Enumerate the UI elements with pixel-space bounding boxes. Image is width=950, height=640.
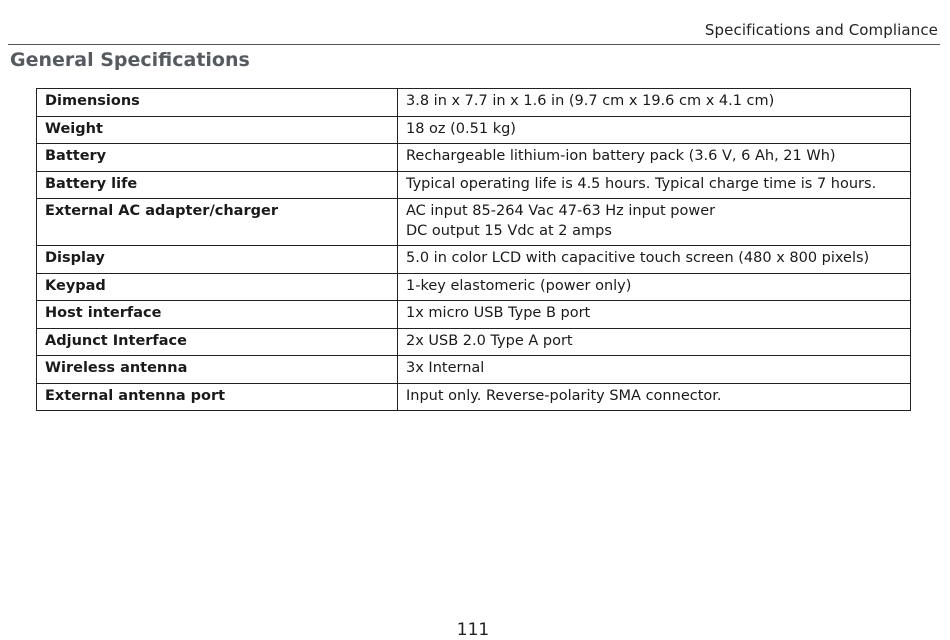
spec-value-line: 3.8 in x 7.7 in x 1.6 in (9.7 cm x 19.6 cm x 4.1 cm) — [406, 93, 775, 109]
table-row — [37, 199, 911, 246]
table-row — [37, 273, 911, 301]
spec-label: Battery life — [37, 171, 398, 199]
spec-label: Dimensions — [37, 89, 398, 117]
spec-label: Keypad — [37, 273, 398, 301]
spec-label: Battery — [37, 144, 398, 172]
spec-label: Weight — [37, 116, 398, 144]
spec-value-line: DC output 15 Vdc at 2 amps — [406, 222, 612, 239]
table-row — [37, 328, 911, 356]
spec-value-line: Rechargeable lithium-ion battery pack (3.6 V, 6 Ah, 21 Wh) — [406, 148, 836, 164]
spec-value — [398, 301, 911, 329]
table-row — [37, 383, 911, 411]
spec-value — [398, 383, 911, 411]
section-title: General Specifications — [10, 49, 250, 71]
spec-value-line: Typical operating life is 4.5 hours. Typical charge time is 7 hours. — [406, 175, 877, 192]
spec-value-line: Input only. Reverse-polarity SMA connector. — [406, 387, 722, 404]
table-row — [37, 171, 911, 199]
spec-table — [36, 88, 911, 411]
spec-label: Wireless antenna — [37, 356, 398, 384]
spec-value — [398, 273, 911, 301]
page-number: 111 — [456, 620, 490, 640]
table-row — [37, 246, 911, 274]
table-row — [37, 116, 911, 144]
spec-value-line: 2x USB 2.0 Type A port — [406, 332, 573, 349]
spec-label: External antenna port — [37, 383, 398, 411]
spec-value — [398, 171, 911, 199]
table-row — [37, 356, 911, 384]
spec-label: Adjunct Interface — [37, 328, 398, 356]
spec-label: External AC adapter/charger — [37, 199, 398, 246]
spec-value-line: 3x Internal — [406, 360, 485, 376]
spec-value-line: 5.0 in color LCD with capacitive touch screen (480 x 800 pixels) — [406, 250, 870, 266]
table-row — [37, 144, 911, 172]
spec-value — [398, 199, 911, 246]
header-rule — [8, 44, 940, 45]
spec-value — [398, 116, 911, 144]
spec-value-line: 18 oz (0.51 kg) — [406, 120, 516, 137]
spec-value — [398, 246, 911, 274]
table-row — [37, 301, 911, 329]
spec-label: Display — [37, 246, 398, 274]
spec-value-line: 1-key elastomeric (power only) — [406, 277, 632, 294]
table-row — [37, 89, 911, 117]
spec-value — [398, 89, 911, 117]
spec-value-line: 1x micro USB Type B port — [406, 305, 591, 321]
spec-value — [398, 328, 911, 356]
spec-label: Host interface — [37, 301, 398, 329]
running-header: Specifications and Compliance — [704, 21, 938, 39]
spec-value — [398, 356, 911, 384]
spec-value-line: AC input 85-264 Vac 47-63 Hz input power — [406, 203, 716, 219]
spec-value — [398, 144, 911, 172]
